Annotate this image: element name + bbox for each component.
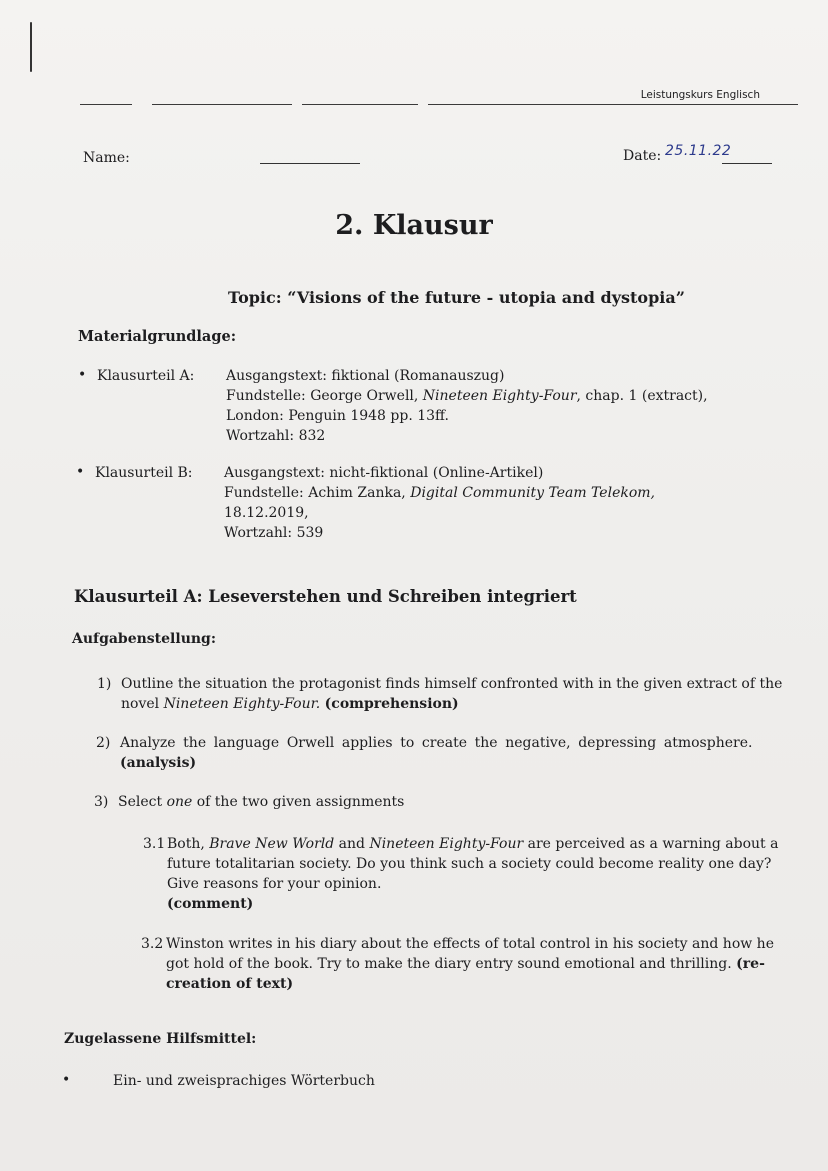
task-line: future totalitarian society. Do you think such a society could become reality one day? <box>167 856 772 872</box>
exam-title: 2. Klausur <box>335 210 493 241</box>
bullet: • <box>62 1072 71 1088</box>
material-b-label: Klausurteil B: <box>95 465 193 481</box>
name-field-line <box>260 163 360 164</box>
task-line: Winston writes in his diary about the effects of total control in his society and how he <box>166 936 774 952</box>
header-rule-segment <box>80 104 132 105</box>
task-line: novel Nineteen Eighty-Four. (comprehension) <box>121 696 459 712</box>
material-line: Ausgangstext: nicht-fiktional (Online-Artikel) <box>224 465 544 481</box>
material-line: Fundstelle: Achim Zanka, Digital Community Team Telekom, <box>224 485 655 501</box>
exam-topic: Topic: “Visions of the future - utopia and dystopia” <box>228 288 685 307</box>
material-b-details <box>224 463 655 543</box>
task-number: 2) <box>96 735 111 751</box>
tasks-heading: Aufgabenstellung: <box>72 631 217 647</box>
task-number: 3.1 <box>143 836 166 852</box>
task-line: Outline the situation the protagonist finds himself confronted with in the given extract of the <box>121 676 783 692</box>
material-a-details <box>226 366 708 446</box>
material-line: Fundstelle: George Orwell, Nineteen Eighty-Four, chap. 1 (extract), <box>226 388 708 404</box>
task-number: 3.2 <box>141 936 164 952</box>
date-label: Date: <box>623 148 662 164</box>
bullet: • <box>76 464 85 480</box>
date-handwritten-value: 25.11.22 <box>665 143 732 159</box>
header-rule-segment <box>152 104 292 105</box>
task-3: 3) Select one of the two given assignments <box>94 794 405 810</box>
aids-heading: Zugelassene Hilfsmittel: <box>64 1031 257 1047</box>
material-line: 18.12.2019, <box>224 505 309 521</box>
bullet: • <box>78 367 87 383</box>
part-a-heading: Klausurteil A: Leseverstehen und Schreiben integriert <box>74 587 577 606</box>
name-label: Name: <box>83 150 130 166</box>
task-line: Give reasons for your opinion. <box>167 876 382 892</box>
date-field-line <box>722 163 772 164</box>
margin-pen-mark <box>30 22 32 72</box>
material-line: Wortzahl: 832 <box>226 428 326 444</box>
header-rule-segment <box>302 104 418 105</box>
task-line: (analysis) <box>120 755 197 771</box>
materials-heading: Materialgrundlage: <box>78 328 237 345</box>
material-a-label: Klausurteil A: <box>97 368 195 384</box>
task-line: (comment) <box>167 896 254 912</box>
task-3-2 <box>141 934 774 994</box>
material-line: Ausgangstext: fiktional (Romanauszug) <box>226 368 505 384</box>
material-line: London: Penguin 1948 pp. 13ff. <box>226 408 449 424</box>
aids-item: Ein- und zweisprachiges Wörterbuch <box>113 1073 375 1089</box>
task-1 <box>97 674 782 714</box>
task-2 <box>96 733 752 773</box>
task-3-1 <box>143 834 778 914</box>
task-line: Both, Brave New World and Nineteen Eighty-Four are perceived as a warning about a <box>167 836 779 852</box>
task-line: got hold of the book. Try to make the diary entry sound emotional and thrilling. (re- <box>166 956 765 972</box>
task-line: Analyze the language Orwell applies to create the negative, depressing atmosphere. <box>120 735 753 751</box>
header-rule-segment <box>428 104 798 105</box>
task-number: 3) <box>94 794 109 810</box>
course-name: Leistungskurs Englisch <box>640 89 760 101</box>
task-line: creation of text) <box>166 976 294 992</box>
task-number: 1) <box>97 676 112 692</box>
material-line: Wortzahl: 539 <box>224 525 324 541</box>
